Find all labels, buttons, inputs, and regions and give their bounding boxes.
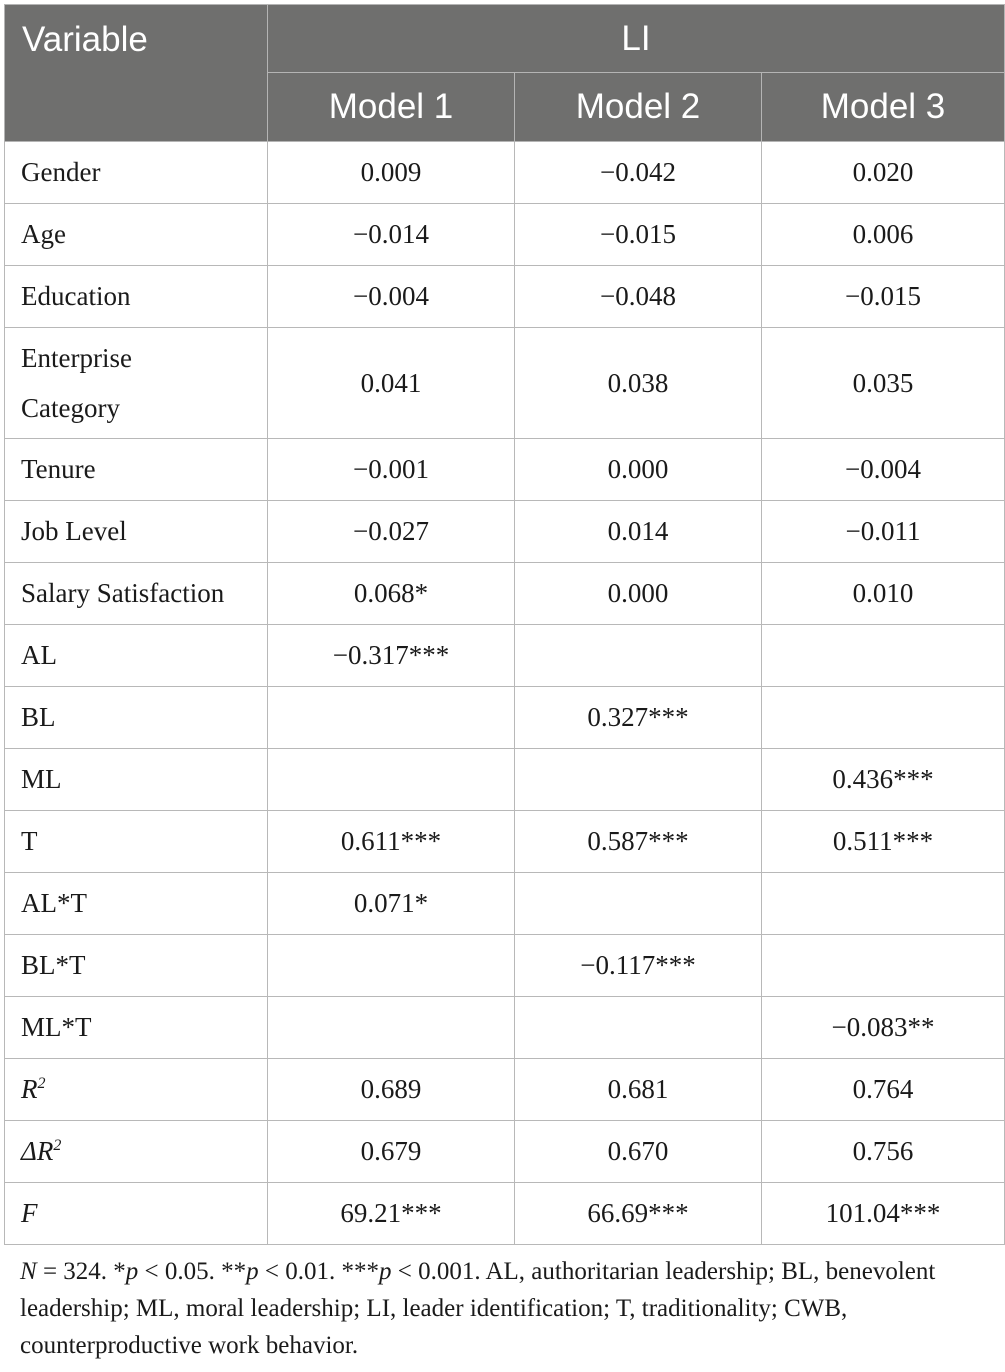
table-row: [5, 1059, 1005, 1121]
row-label-r-squared: [5, 1059, 268, 1121]
row-label-text: ΔR: [21, 1136, 54, 1166]
cell-value: [762, 873, 1005, 935]
row-label: Salary Satisfaction: [5, 563, 268, 625]
table-row: [5, 811, 1005, 873]
note-p-1: p: [125, 1258, 139, 1285]
cell-value: 0.756: [762, 1121, 1005, 1183]
cell-value: 0.670: [515, 1121, 762, 1183]
table-row: [5, 997, 1005, 1059]
cell-value: 0.679: [268, 1121, 515, 1183]
note-p-3: p: [379, 1258, 392, 1285]
cell-value: 0.764: [762, 1059, 1005, 1121]
row-label: BL: [5, 687, 268, 749]
cell-value: 0.611***: [268, 811, 515, 873]
row-label: Job Level: [5, 501, 268, 563]
cell-value: 0.009: [268, 142, 515, 204]
cell-value: 0.038: [515, 328, 762, 439]
cell-value: 0.587***: [515, 811, 762, 873]
cell-value: [268, 687, 515, 749]
cell-value: 0.020: [762, 142, 1005, 204]
cell-value: [268, 749, 515, 811]
table-row: [5, 142, 1005, 204]
table-row: [5, 687, 1005, 749]
table-row: [5, 873, 1005, 935]
cell-value: 0.681: [515, 1059, 762, 1121]
superscript: 2: [53, 1137, 62, 1154]
cell-value: [515, 997, 762, 1059]
table-row: [5, 749, 1005, 811]
row-label: AL*T: [5, 873, 268, 935]
row-label: Gender: [5, 142, 268, 204]
cell-value: 0.436***: [762, 749, 1005, 811]
table-row: [5, 204, 1005, 266]
table-row: [5, 935, 1005, 997]
row-label-line-2: Category: [21, 393, 120, 423]
cell-value: −0.015: [762, 266, 1005, 328]
row-label-line-1: Enterprise: [21, 343, 132, 373]
cell-value: −0.083**: [762, 997, 1005, 1059]
row-label: Tenure: [5, 439, 268, 501]
cell-value: 0.689: [268, 1059, 515, 1121]
cell-value: 0.035: [762, 328, 1005, 439]
cell-value: 0.511***: [762, 811, 1005, 873]
cell-value: −0.001: [268, 439, 515, 501]
cell-value: −0.117***: [515, 935, 762, 997]
table-row: [5, 328, 1005, 439]
row-label: T: [5, 811, 268, 873]
row-label-delta-r-squared: [5, 1121, 268, 1183]
cell-value: [515, 749, 762, 811]
cell-value: 66.69***: [515, 1183, 762, 1245]
row-label: ML: [5, 749, 268, 811]
table-row: [5, 563, 1005, 625]
cell-value: 0.010: [762, 563, 1005, 625]
cell-value: 69.21***: [268, 1183, 515, 1245]
table-row: [5, 625, 1005, 687]
row-label: ML*T: [5, 997, 268, 1059]
cell-value: 0.000: [515, 439, 762, 501]
regression-table: [4, 4, 1005, 1245]
header-variable: Variable: [5, 5, 268, 142]
cell-value: 0.000: [515, 563, 762, 625]
row-label: BL*T: [5, 935, 268, 997]
cell-value: −0.317***: [268, 625, 515, 687]
row-label-text: R: [21, 1074, 38, 1104]
note-text-3: < 0.01. ***: [258, 1258, 380, 1285]
header-model-3: Model 3: [762, 73, 1005, 142]
row-label: Education: [5, 266, 268, 328]
table-row: [5, 439, 1005, 501]
cell-value: [268, 997, 515, 1059]
table-row: [5, 501, 1005, 563]
cell-value: [762, 625, 1005, 687]
row-label-f: F: [5, 1183, 268, 1245]
note-text-2: < 0.05. **: [138, 1258, 247, 1285]
cell-value: 0.041: [268, 328, 515, 439]
note-text-4: < 0.001. AL, authoritarian leadership; BL, benevolent leadership; ML, moral leadership; LI, leader identification; T, traditionality; CWB, counterproductive work behavior.: [20, 1258, 936, 1359]
cell-value: [515, 625, 762, 687]
cell-value: 0.006: [762, 204, 1005, 266]
cell-value: −0.004: [762, 439, 1005, 501]
table-row: [5, 1121, 1005, 1183]
note-n-var: N: [20, 1258, 37, 1285]
cell-value: −0.015: [515, 204, 762, 266]
row-label: [5, 328, 268, 439]
cell-value: [762, 687, 1005, 749]
cell-value: −0.042: [515, 142, 762, 204]
note-p-2: p: [246, 1258, 259, 1285]
cell-value: [762, 935, 1005, 997]
cell-value: −0.004: [268, 266, 515, 328]
cell-value: −0.048: [515, 266, 762, 328]
cell-value: [515, 873, 762, 935]
note-text-1: = 324. *: [36, 1258, 126, 1285]
cell-value: −0.011: [762, 501, 1005, 563]
cell-value: 0.068*: [268, 563, 515, 625]
cell-value: 0.014: [515, 501, 762, 563]
superscript: 2: [37, 1075, 46, 1092]
table-row: [5, 1183, 1005, 1245]
table-footnote: [20, 1253, 995, 1364]
header-model-1: Model 1: [268, 73, 515, 142]
cell-value: −0.027: [268, 501, 515, 563]
row-label: Age: [5, 204, 268, 266]
header-group-li: LI: [268, 5, 1005, 73]
cell-value: 101.04***: [762, 1183, 1005, 1245]
header-model-2: Model 2: [515, 73, 762, 142]
table-row: [5, 266, 1005, 328]
cell-value: [268, 935, 515, 997]
cell-value: −0.014: [268, 204, 515, 266]
row-label: AL: [5, 625, 268, 687]
cell-value: 0.071*: [268, 873, 515, 935]
cell-value: 0.327***: [515, 687, 762, 749]
